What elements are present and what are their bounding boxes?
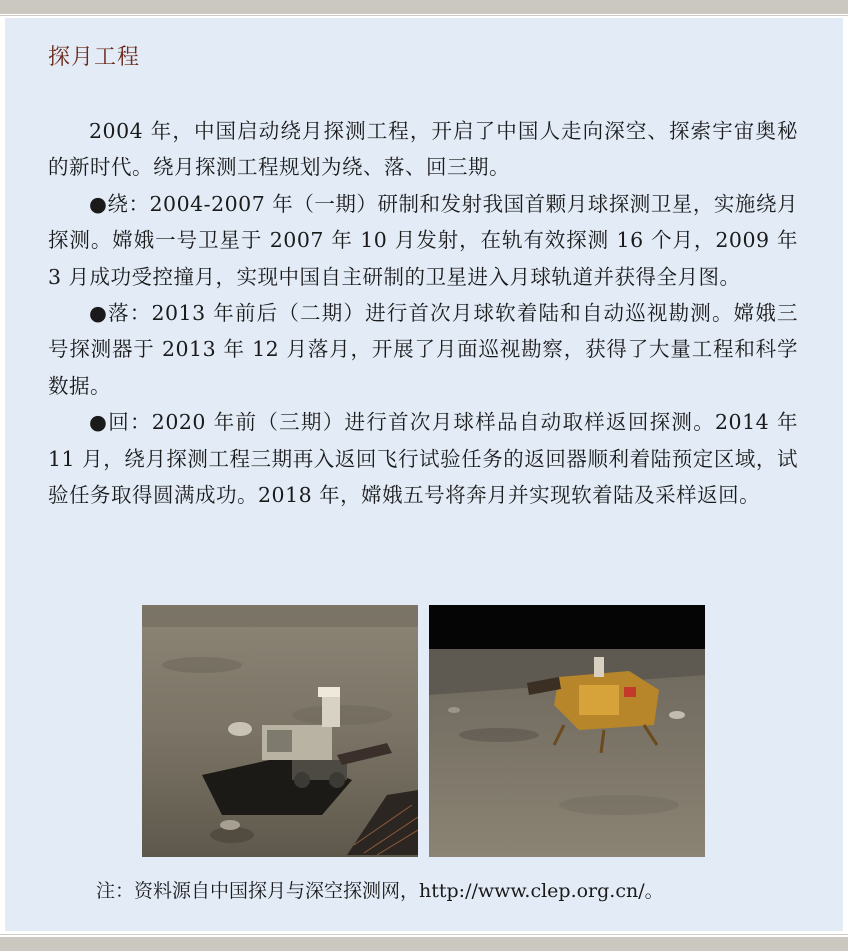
bottom-border-line: [0, 934, 848, 935]
phase-paragraph-land: [48, 295, 798, 404]
lander-photo: [429, 605, 705, 857]
bottom-border-band: [0, 937, 848, 951]
phase-paragraph-return: [48, 404, 798, 513]
top-border-line: [0, 15, 848, 16]
section-heading: 探月工程: [48, 45, 141, 70]
article-body: [48, 113, 798, 513]
intro-paragraph: 2004 年，中国启动绕月探测工程，开启了中国人走向深空、探索宇宙奥秘的新时代。绕月探测工程规划为绕、落、回三期。: [48, 119, 798, 180]
phase-paragraph-orbit: [48, 186, 798, 295]
bullet-icon: ●: [89, 410, 109, 435]
phase-text: 回：2020 年前（三期）进行首次月球样品自动取样返回探测。2014 年 11 月，绕月探测工程三期再入返回飞行试验任务的返回器顺利着陆预定区域，试验任务取得圆满成功。2018 年，嫦娥五号将奔月并实现软着陆及采样返回。: [48, 410, 799, 508]
top-border-band: [0, 0, 848, 14]
rover-photo: [142, 605, 418, 857]
bullet-icon: ●: [89, 191, 108, 216]
bullet-icon: ●: [89, 301, 109, 326]
source-note: 注：资料源自中国探月与深空探测网，http://www.clep.org.cn/。: [96, 880, 664, 902]
phase-text: 绕：2004-2007 年（一期）研制和发射我国首颗月球探测卫星，实施绕月探测。嫦娥一号卫星于 2007 年 10 月发射，在轨有效探测 16 个月，2009 年 3 月成功受控撞月，实现中国自主研制的卫星进入月球轨道并获得全月图。: [48, 191, 798, 289]
phase-text: 落：2013 年前后（二期）进行首次月球软着陆和自动巡视勘测。嫦娥三号探测器于 2013 年 12 月落月，开展了月面巡视勘察，获得了大量工程和科学数据。: [48, 301, 799, 398]
